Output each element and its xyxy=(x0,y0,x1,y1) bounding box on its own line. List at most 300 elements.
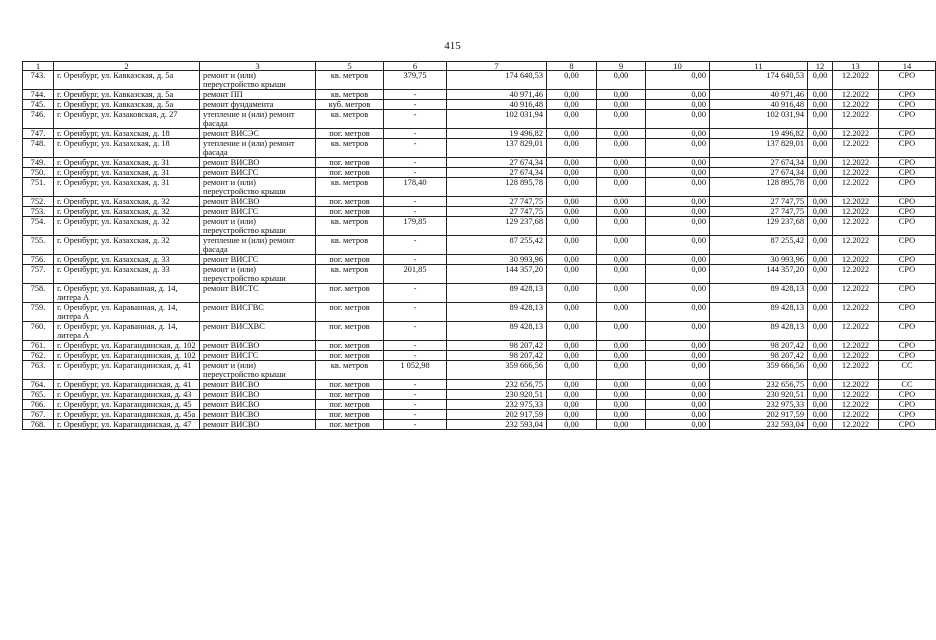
work-type-cell: ремонт ВИСВО xyxy=(200,380,316,390)
cost-cell: 0,00 xyxy=(547,420,597,430)
cost-cell: 0,00 xyxy=(597,158,646,168)
row-number: 748. xyxy=(23,139,54,158)
table-row xyxy=(23,390,936,400)
table-row xyxy=(23,341,936,351)
address-cell: г. Оренбург, ул. Казахская, д. 32 xyxy=(54,217,200,236)
work-type-cell: ремонт ВИСГС xyxy=(200,168,316,178)
address-cell: г. Оренбург, ул. Казахская, д. 18 xyxy=(54,129,200,139)
unit-cell: куб. метров xyxy=(316,100,384,110)
cost-cell: 0,00 xyxy=(808,139,833,158)
row-number: 753. xyxy=(23,207,54,217)
cost-cell: 0,00 xyxy=(646,90,710,100)
total-cost-cell: 89 428,13 xyxy=(447,322,547,341)
address-cell: г. Оренбург, ул. Кавказская, д. 5а xyxy=(54,71,200,90)
source-cell: СРО xyxy=(879,303,936,322)
column-header: 10 xyxy=(646,62,710,71)
cost-cell: 0,00 xyxy=(646,420,710,430)
cost-cell: 0,00 xyxy=(646,380,710,390)
cost-cell: 0,00 xyxy=(547,322,597,341)
table-row xyxy=(23,400,936,410)
address-cell: г. Оренбург, ул. Казахская, д. 31 xyxy=(54,168,200,178)
row-number: 755. xyxy=(23,236,54,255)
cost-cell: 0,00 xyxy=(808,197,833,207)
total-cost-cell: 232 593,04 xyxy=(447,420,547,430)
table-row xyxy=(23,351,936,361)
date-cell: 12.2022 xyxy=(833,236,879,255)
table-row xyxy=(23,158,936,168)
work-type-cell: ремонт ВИСЭС xyxy=(200,129,316,139)
cost-cell: 0,00 xyxy=(808,380,833,390)
quantity-cell: - xyxy=(384,410,447,420)
cost-cell: 0,00 xyxy=(597,420,646,430)
quantity-cell: - xyxy=(384,420,447,430)
cost-cell: 0,00 xyxy=(597,168,646,178)
cost-cell: 0,00 xyxy=(646,158,710,168)
quantity-cell: 178,40 xyxy=(384,178,447,197)
cost-cell: 0,00 xyxy=(808,255,833,265)
work-type-cell: утепление и (или) ремонт фасада xyxy=(200,236,316,255)
cost-cell: 0,00 xyxy=(646,255,710,265)
work-type-cell: ремонт ВИСВО xyxy=(200,390,316,400)
cost-cell: 0,00 xyxy=(597,178,646,197)
total-cost-cell: 102 031,94 xyxy=(447,110,547,129)
quantity-cell: - xyxy=(384,390,447,400)
table-row xyxy=(23,380,936,390)
quantity-cell: - xyxy=(384,100,447,110)
work-type-cell: ремонт ВИСТС xyxy=(200,284,316,303)
cost-cell: 0,00 xyxy=(597,265,646,284)
work-type-cell: ремонт ВИСГС xyxy=(200,255,316,265)
row-number: 749. xyxy=(23,158,54,168)
cost-cell: 0,00 xyxy=(808,236,833,255)
cost-cell: 30 993,96 xyxy=(710,255,808,265)
row-number: 767. xyxy=(23,410,54,420)
source-cell: СРО xyxy=(879,265,936,284)
total-cost-cell: 232 975,33 xyxy=(447,400,547,410)
unit-cell: пог. метров xyxy=(316,168,384,178)
cost-cell: 230 920,51 xyxy=(710,390,808,400)
cost-cell: 0,00 xyxy=(597,217,646,236)
unit-cell: пог. метров xyxy=(316,284,384,303)
row-number: 747. xyxy=(23,129,54,139)
cost-cell: 0,00 xyxy=(646,178,710,197)
work-type-cell: ремонт ПП xyxy=(200,90,316,100)
cost-cell: 0,00 xyxy=(646,351,710,361)
cost-cell: 0,00 xyxy=(808,168,833,178)
column-header: 5 xyxy=(316,62,384,71)
quantity-cell: - xyxy=(384,351,447,361)
quantity-cell: - xyxy=(384,400,447,410)
address-cell: г. Оренбург, ул. Карагандинская, д. 102 xyxy=(54,351,200,361)
quantity-cell: - xyxy=(384,255,447,265)
address-cell: г. Оренбург, ул. Карагандинская, д. 45а xyxy=(54,410,200,420)
cost-cell: 0,00 xyxy=(547,158,597,168)
total-cost-cell: 230 920,51 xyxy=(447,390,547,400)
cost-cell: 0,00 xyxy=(597,197,646,207)
cost-cell: 0,00 xyxy=(646,139,710,158)
row-number: 764. xyxy=(23,380,54,390)
address-cell: г. Оренбург, ул. Караванная, д. 14, литера А xyxy=(54,322,200,341)
total-cost-cell: 174 640,53 xyxy=(447,71,547,90)
table-row xyxy=(23,168,936,178)
table-row xyxy=(23,178,936,197)
cost-cell: 0,00 xyxy=(597,110,646,129)
source-cell: СРО xyxy=(879,217,936,236)
column-header: 9 xyxy=(597,62,646,71)
cost-cell: 0,00 xyxy=(547,284,597,303)
quantity-cell: - xyxy=(384,341,447,351)
source-cell: СРО xyxy=(879,129,936,139)
work-type-cell: ремонт ВИСВО xyxy=(200,420,316,430)
total-cost-cell: 359 666,56 xyxy=(447,361,547,380)
cost-cell: 0,00 xyxy=(646,100,710,110)
address-cell: г. Оренбург, ул. Карагандинская, д. 41 xyxy=(54,380,200,390)
work-type-cell: ремонт ВИСХВС xyxy=(200,322,316,341)
source-cell: СРО xyxy=(879,255,936,265)
cost-cell: 0,00 xyxy=(597,139,646,158)
quantity-cell: - xyxy=(384,207,447,217)
table-row xyxy=(23,303,936,322)
date-cell: 12.2022 xyxy=(833,207,879,217)
row-number: 752. xyxy=(23,197,54,207)
cost-cell: 0,00 xyxy=(597,90,646,100)
cost-cell: 0,00 xyxy=(547,400,597,410)
column-header: 7 xyxy=(447,62,547,71)
unit-cell: пог. метров xyxy=(316,303,384,322)
source-cell: СРО xyxy=(879,71,936,90)
quantity-cell: 379,75 xyxy=(384,71,447,90)
source-cell: СРО xyxy=(879,207,936,217)
cost-cell: 0,00 xyxy=(547,361,597,380)
cost-cell: 0,00 xyxy=(646,284,710,303)
row-number: 761. xyxy=(23,341,54,351)
total-cost-cell: 98 207,42 xyxy=(447,341,547,351)
cost-cell: 0,00 xyxy=(808,410,833,420)
quantity-cell: - xyxy=(384,139,447,158)
address-cell: г. Оренбург, ул. Караванная, д. 14, литера А xyxy=(54,284,200,303)
unit-cell: пог. метров xyxy=(316,255,384,265)
work-type-cell: ремонт фундамента xyxy=(200,100,316,110)
cost-cell: 0,00 xyxy=(808,100,833,110)
cost-cell: 0,00 xyxy=(597,284,646,303)
work-type-cell: ремонт и (или) переустройство крыши xyxy=(200,265,316,284)
source-cell: СРО xyxy=(879,400,936,410)
column-header: 2 xyxy=(54,62,200,71)
cost-cell: 144 357,20 xyxy=(710,265,808,284)
column-header: 12 xyxy=(808,62,833,71)
cost-cell: 0,00 xyxy=(808,400,833,410)
total-cost-cell: 87 255,42 xyxy=(447,236,547,255)
unit-cell: пог. метров xyxy=(316,341,384,351)
cost-cell: 0,00 xyxy=(808,158,833,168)
date-cell: 12.2022 xyxy=(833,168,879,178)
cost-cell: 0,00 xyxy=(808,110,833,129)
column-header: 14 xyxy=(879,62,936,71)
quantity-cell: - xyxy=(384,110,447,129)
cost-cell: 128 895,78 xyxy=(710,178,808,197)
work-type-cell: ремонт ВИСГВС xyxy=(200,303,316,322)
quantity-cell: 179,85 xyxy=(384,217,447,236)
table-row xyxy=(23,420,936,430)
table-row xyxy=(23,361,936,380)
column-header: 1 xyxy=(23,62,54,71)
address-cell: г. Оренбург, ул. Карагандинская, д. 43 xyxy=(54,390,200,400)
table-row xyxy=(23,139,936,158)
address-cell: г. Оренбург, ул. Казахская, д. 32 xyxy=(54,207,200,217)
cost-cell: 174 640,53 xyxy=(710,71,808,90)
unit-cell: пог. метров xyxy=(316,158,384,168)
date-cell: 12.2022 xyxy=(833,197,879,207)
work-type-cell: ремонт и (или) переустройство крыши xyxy=(200,178,316,197)
cost-cell: 27 747,75 xyxy=(710,207,808,217)
cost-cell: 0,00 xyxy=(547,217,597,236)
row-number: 758. xyxy=(23,284,54,303)
cost-cell: 0,00 xyxy=(808,129,833,139)
cost-cell: 0,00 xyxy=(547,351,597,361)
row-number: 757. xyxy=(23,265,54,284)
source-cell: СРО xyxy=(879,178,936,197)
address-cell: г. Оренбург, ул. Казахская, д. 33 xyxy=(54,255,200,265)
cost-cell: 0,00 xyxy=(646,322,710,341)
total-cost-cell: 40 916,48 xyxy=(447,100,547,110)
date-cell: 12.2022 xyxy=(833,217,879,236)
table-row xyxy=(23,284,936,303)
date-cell: 12.2022 xyxy=(833,390,879,400)
cost-cell: 0,00 xyxy=(547,341,597,351)
quantity-cell: - xyxy=(384,158,447,168)
address-cell: г. Оренбург, ул. Казахская, д. 32 xyxy=(54,197,200,207)
cost-cell: 0,00 xyxy=(808,361,833,380)
work-type-cell: ремонт ВИСВО xyxy=(200,410,316,420)
cost-cell: 0,00 xyxy=(808,303,833,322)
cost-cell: 0,00 xyxy=(597,207,646,217)
work-type-cell: утепление и (или) ремонт фасада xyxy=(200,110,316,129)
total-cost-cell: 89 428,13 xyxy=(447,303,547,322)
total-cost-cell: 19 496,82 xyxy=(447,129,547,139)
row-number: 756. xyxy=(23,255,54,265)
unit-cell: кв. метров xyxy=(316,361,384,380)
unit-cell: кв. метров xyxy=(316,178,384,197)
unit-cell: кв. метров xyxy=(316,265,384,284)
row-number: 754. xyxy=(23,217,54,236)
column-header: 11 xyxy=(710,62,808,71)
cost-cell: 0,00 xyxy=(646,110,710,129)
total-cost-cell: 202 917,59 xyxy=(447,410,547,420)
total-cost-cell: 27 674,34 xyxy=(447,158,547,168)
cost-cell: 0,00 xyxy=(808,265,833,284)
cost-cell: 40 971,46 xyxy=(710,90,808,100)
cost-cell: 27 747,75 xyxy=(710,197,808,207)
header-row xyxy=(23,62,936,71)
cost-cell: 0,00 xyxy=(646,265,710,284)
source-cell: СРО xyxy=(879,100,936,110)
unit-cell: пог. метров xyxy=(316,420,384,430)
cost-cell: 89 428,13 xyxy=(710,303,808,322)
date-cell: 12.2022 xyxy=(833,322,879,341)
row-number: 763. xyxy=(23,361,54,380)
row-number: 746. xyxy=(23,110,54,129)
cost-cell: 102 031,94 xyxy=(710,110,808,129)
total-cost-cell: 27 674,34 xyxy=(447,168,547,178)
date-cell: 12.2022 xyxy=(833,284,879,303)
cost-cell: 0,00 xyxy=(808,420,833,430)
row-number: 765. xyxy=(23,390,54,400)
total-cost-cell: 137 829,01 xyxy=(447,139,547,158)
cost-cell: 0,00 xyxy=(646,400,710,410)
work-type-cell: ремонт ВИСГС xyxy=(200,207,316,217)
address-cell: г. Оренбург, ул. Казаковская, д. 27 xyxy=(54,110,200,129)
date-cell: 12.2022 xyxy=(833,139,879,158)
quantity-cell: - xyxy=(384,197,447,207)
row-number: 745. xyxy=(23,100,54,110)
cost-cell: 129 237,68 xyxy=(710,217,808,236)
table-row xyxy=(23,410,936,420)
cost-cell: 0,00 xyxy=(808,390,833,400)
date-cell: 12.2022 xyxy=(833,71,879,90)
source-cell: СРО xyxy=(879,322,936,341)
cost-cell: 0,00 xyxy=(597,410,646,420)
quantity-cell: 1 052,98 xyxy=(384,361,447,380)
cost-cell: 98 207,42 xyxy=(710,341,808,351)
unit-cell: кв. метров xyxy=(316,71,384,90)
date-cell: 12.2022 xyxy=(833,110,879,129)
cost-cell: 0,00 xyxy=(646,236,710,255)
cost-cell: 89 428,13 xyxy=(710,322,808,341)
row-number: 760. xyxy=(23,322,54,341)
table-row xyxy=(23,110,936,129)
cost-cell: 0,00 xyxy=(547,100,597,110)
quantity-cell: - xyxy=(384,322,447,341)
date-cell: 12.2022 xyxy=(833,341,879,351)
column-header: 13 xyxy=(833,62,879,71)
unit-cell: кв. метров xyxy=(316,139,384,158)
cost-cell: 0,00 xyxy=(597,351,646,361)
source-cell: СРО xyxy=(879,351,936,361)
cost-cell: 98 207,42 xyxy=(710,351,808,361)
address-cell: г. Оренбург, ул. Кавказская, д. 5а xyxy=(54,100,200,110)
cost-cell: 0,00 xyxy=(808,207,833,217)
date-cell: 12.2022 xyxy=(833,380,879,390)
cost-cell: 0,00 xyxy=(547,265,597,284)
cost-cell: 0,00 xyxy=(547,236,597,255)
cost-cell: 0,00 xyxy=(808,217,833,236)
date-cell: 12.2022 xyxy=(833,400,879,410)
cost-cell: 87 255,42 xyxy=(710,236,808,255)
cost-cell: 0,00 xyxy=(646,217,710,236)
cost-cell: 0,00 xyxy=(597,71,646,90)
work-type-cell: ремонт ВИСВО xyxy=(200,341,316,351)
address-cell: г. Оренбург, ул. Карагандинская, д. 47 xyxy=(54,420,200,430)
cost-cell: 0,00 xyxy=(597,255,646,265)
address-cell: г. Оренбург, ул. Казахская, д. 18 xyxy=(54,139,200,158)
unit-cell: кв. метров xyxy=(316,110,384,129)
quantity-cell: - xyxy=(384,236,447,255)
cost-cell: 0,00 xyxy=(547,197,597,207)
table-row xyxy=(23,255,936,265)
row-number: 762. xyxy=(23,351,54,361)
cost-cell: 0,00 xyxy=(597,129,646,139)
table-row xyxy=(23,197,936,207)
cost-cell: 0,00 xyxy=(547,178,597,197)
work-type-cell: утепление и (или) ремонт фасада xyxy=(200,139,316,158)
cost-cell: 0,00 xyxy=(646,303,710,322)
cost-cell: 0,00 xyxy=(808,322,833,341)
date-cell: 12.2022 xyxy=(833,100,879,110)
cost-cell: 0,00 xyxy=(646,129,710,139)
cost-cell: 0,00 xyxy=(547,410,597,420)
source-cell: СРО xyxy=(879,168,936,178)
cost-cell: 0,00 xyxy=(547,380,597,390)
total-cost-cell: 27 747,75 xyxy=(447,197,547,207)
source-cell: СС xyxy=(879,380,936,390)
cost-cell: 202 917,59 xyxy=(710,410,808,420)
unit-cell: пог. метров xyxy=(316,207,384,217)
date-cell: 12.2022 xyxy=(833,265,879,284)
cost-cell: 0,00 xyxy=(808,341,833,351)
work-type-cell: ремонт и (или) переустройство крыши xyxy=(200,217,316,236)
unit-cell: кв. метров xyxy=(316,217,384,236)
date-cell: 12.2022 xyxy=(833,361,879,380)
cost-cell: 0,00 xyxy=(547,139,597,158)
unit-cell: пог. метров xyxy=(316,400,384,410)
table-body xyxy=(23,71,936,430)
quantity-cell: 201,85 xyxy=(384,265,447,284)
cost-cell: 0,00 xyxy=(597,303,646,322)
cost-cell: 0,00 xyxy=(547,71,597,90)
cost-cell: 0,00 xyxy=(646,168,710,178)
column-header: 6 xyxy=(384,62,447,71)
source-cell: СРО xyxy=(879,197,936,207)
column-header: 3 xyxy=(200,62,316,71)
column-header: 8 xyxy=(547,62,597,71)
cost-cell: 0,00 xyxy=(597,400,646,410)
cost-cell: 27 674,34 xyxy=(710,158,808,168)
unit-cell: пог. метров xyxy=(316,129,384,139)
cost-cell: 0,00 xyxy=(646,197,710,207)
table-row xyxy=(23,129,936,139)
quantity-cell: - xyxy=(384,168,447,178)
work-type-cell: ремонт ВИСВО xyxy=(200,158,316,168)
cost-cell: 232 656,75 xyxy=(710,380,808,390)
unit-cell: пог. метров xyxy=(316,380,384,390)
cost-cell: 0,00 xyxy=(547,303,597,322)
cost-cell: 0,00 xyxy=(597,236,646,255)
cost-cell: 137 829,01 xyxy=(710,139,808,158)
quantity-cell: - xyxy=(384,380,447,390)
cost-cell: 0,00 xyxy=(547,168,597,178)
table-row xyxy=(23,90,936,100)
date-cell: 12.2022 xyxy=(833,303,879,322)
work-type-cell: ремонт ВИСГС xyxy=(200,351,316,361)
cost-cell: 0,00 xyxy=(547,110,597,129)
address-cell: г. Оренбург, ул. Карагандинская, д. 102 xyxy=(54,341,200,351)
address-cell: г. Оренбург, ул. Кавказская, д. 5а xyxy=(54,90,200,100)
cost-cell: 0,00 xyxy=(646,410,710,420)
cost-cell: 0,00 xyxy=(646,71,710,90)
table-row xyxy=(23,100,936,110)
work-type-cell: ремонт и (или) переустройство крыши xyxy=(200,361,316,380)
cost-cell: 0,00 xyxy=(547,90,597,100)
row-number: 750. xyxy=(23,168,54,178)
date-cell: 12.2022 xyxy=(833,129,879,139)
cost-cell: 27 674,34 xyxy=(710,168,808,178)
unit-cell: кв. метров xyxy=(316,236,384,255)
cost-cell: 0,00 xyxy=(808,71,833,90)
date-cell: 12.2022 xyxy=(833,90,879,100)
quantity-cell: - xyxy=(384,129,447,139)
date-cell: 12.2022 xyxy=(833,410,879,420)
source-cell: СРО xyxy=(879,341,936,351)
